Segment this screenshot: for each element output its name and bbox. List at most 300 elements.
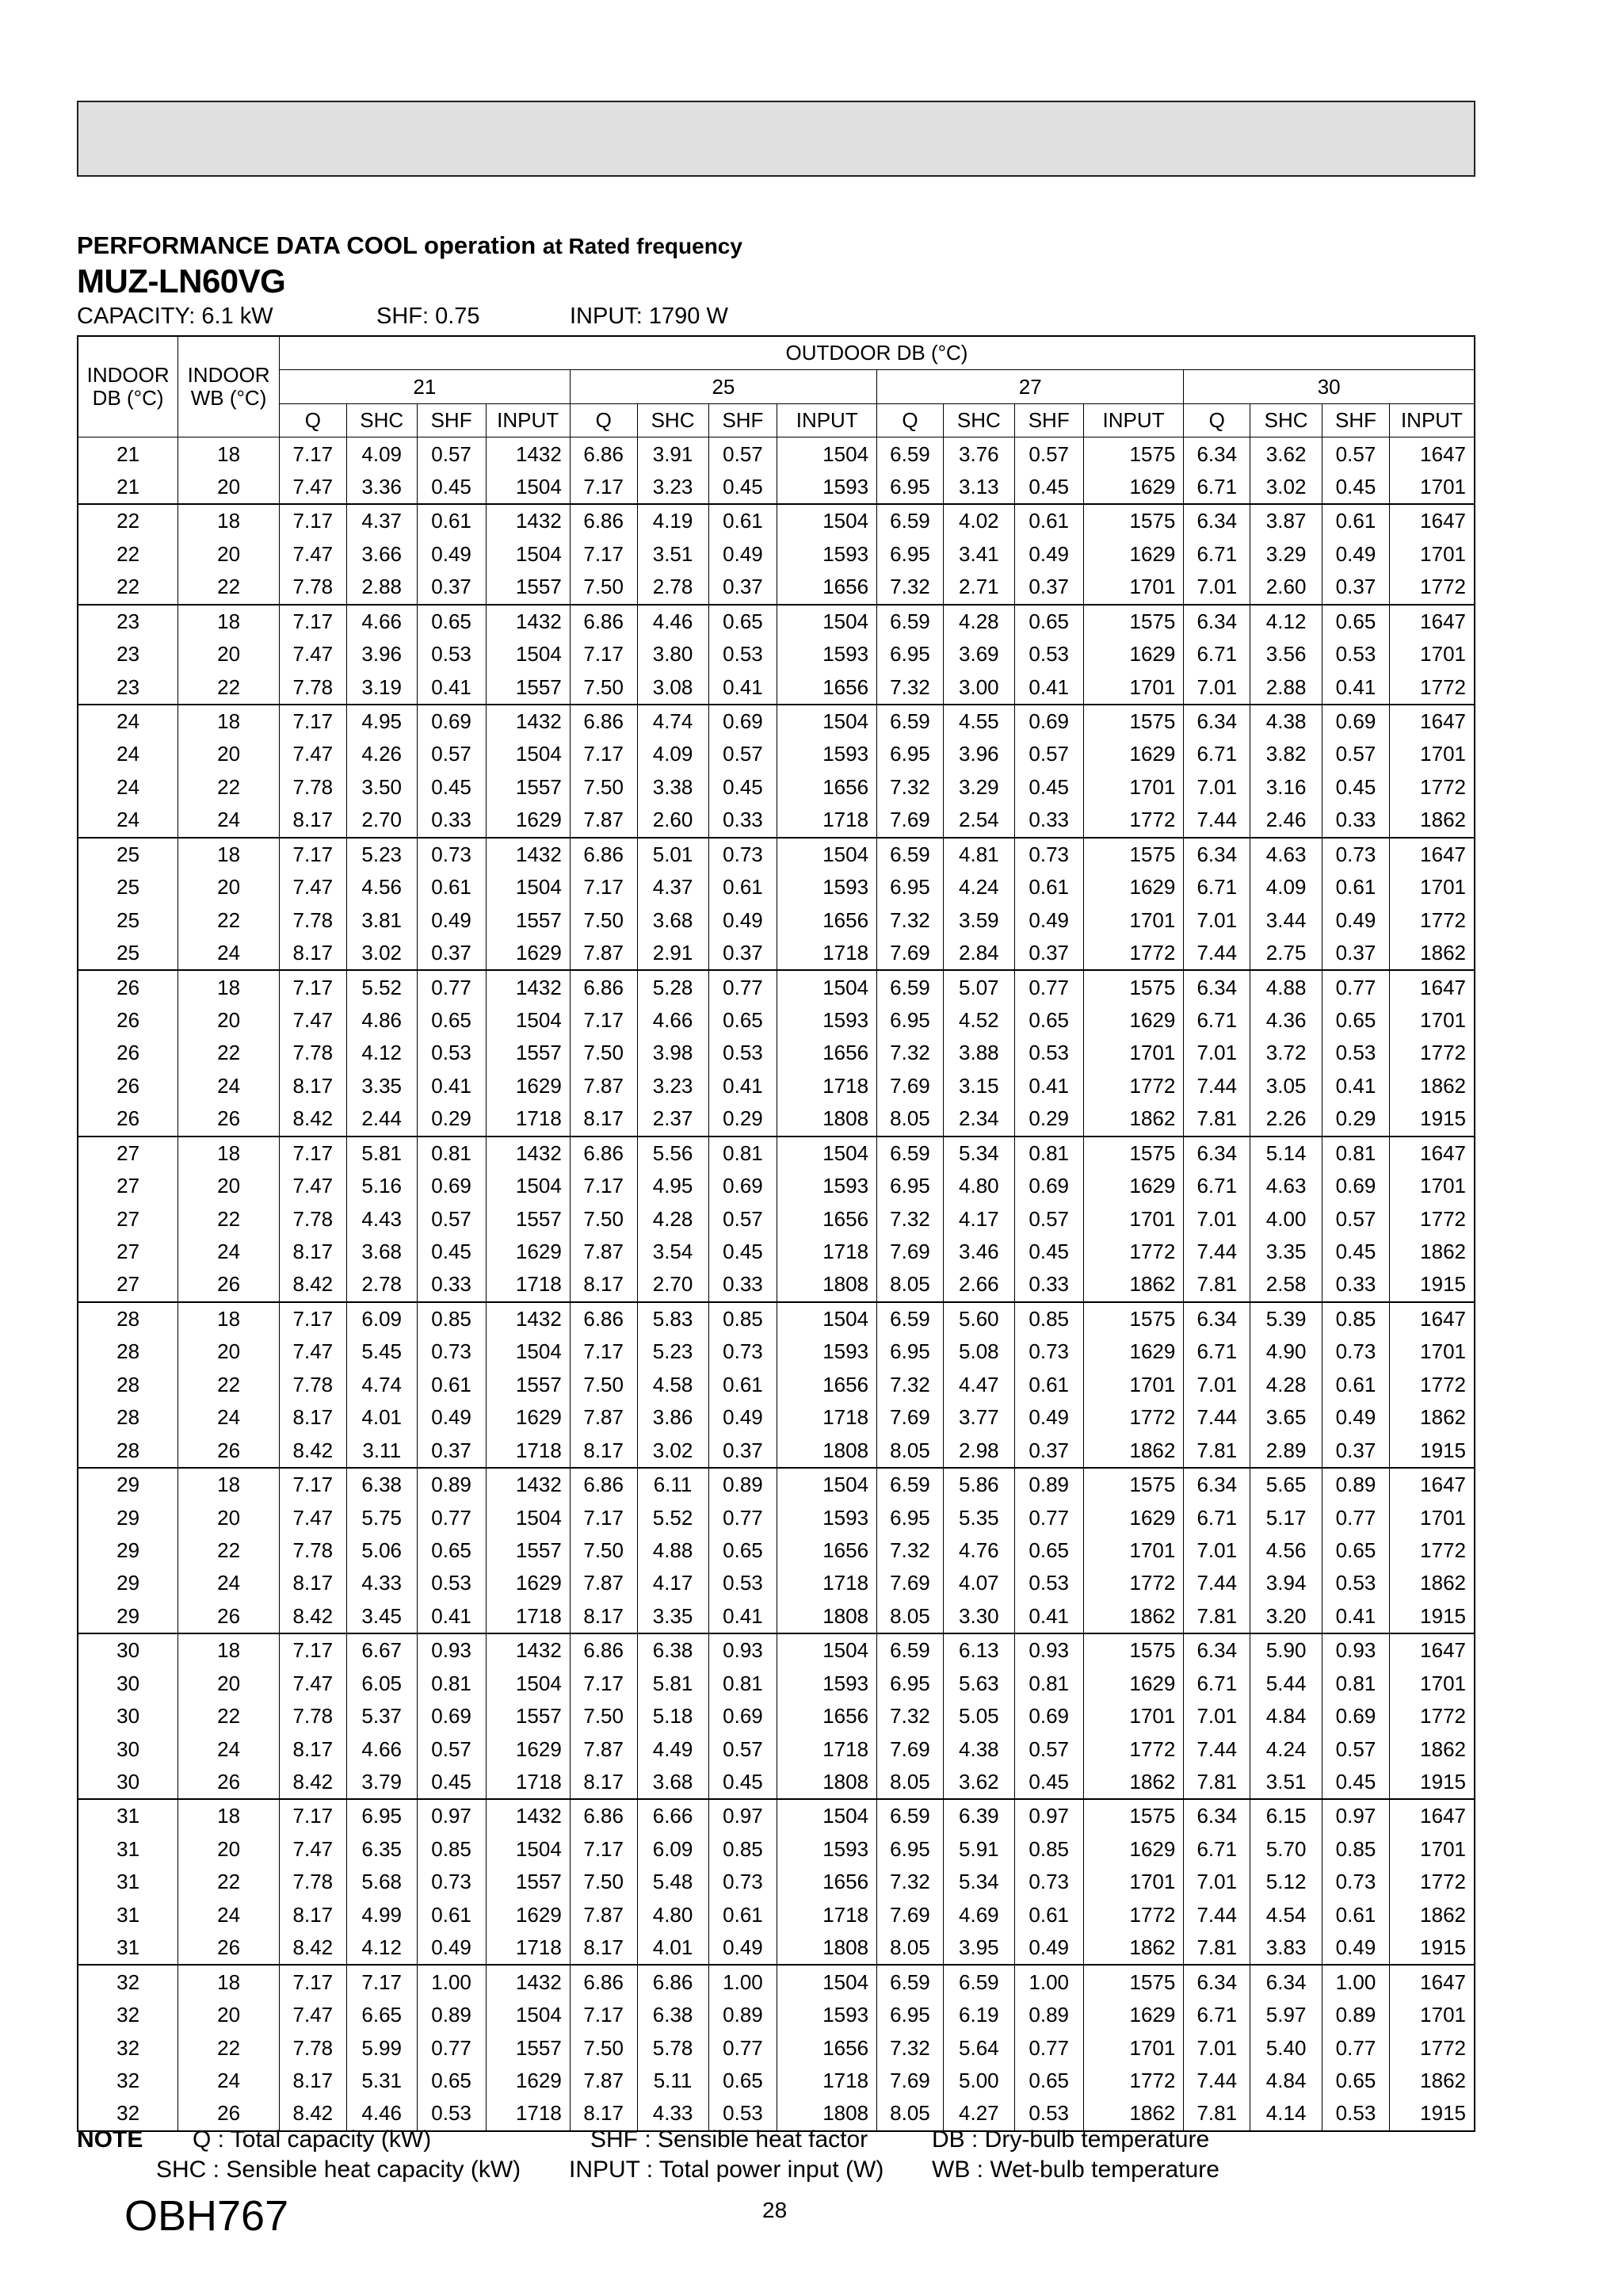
shc-cell: 4.28 xyxy=(637,1202,708,1235)
input-cell: 1656 xyxy=(777,1202,877,1235)
shc-cell: 4.52 xyxy=(943,1004,1014,1037)
input-cell: 1647 xyxy=(1389,1137,1475,1170)
input-cell: 1504 xyxy=(777,1468,877,1501)
q-cell: 7.32 xyxy=(877,571,944,604)
q-cell: 7.69 xyxy=(877,1401,944,1434)
shf-cell: 0.61 xyxy=(708,504,777,537)
shc-cell: 5.86 xyxy=(943,1468,1014,1501)
indoor-wb-cell: 26 xyxy=(178,1434,280,1467)
header-bar xyxy=(77,101,1475,177)
shf-cell: 0.73 xyxy=(1014,838,1083,871)
input-cell: 1629 xyxy=(486,2065,570,2097)
input-cell: 1718 xyxy=(777,1070,877,1102)
header-row-outdoor xyxy=(78,336,1475,370)
q-cell: 7.01 xyxy=(1184,771,1250,804)
shc-cell: 4.76 xyxy=(943,1534,1014,1567)
shf-cell: 0.33 xyxy=(708,1268,777,1301)
shc-cell: 4.95 xyxy=(346,705,417,738)
shf-cell: 0.37 xyxy=(417,571,486,604)
shf-cell: 0.73 xyxy=(1322,1866,1390,1898)
q-cell: 6.59 xyxy=(877,605,944,638)
input-cell: 1862 xyxy=(1389,804,1475,837)
indoor-db-cell: 24 xyxy=(78,705,178,738)
input-cell: 1701 xyxy=(1389,471,1475,504)
input-cell: 1432 xyxy=(486,1468,570,1501)
input-cell: 1432 xyxy=(486,838,570,871)
input-cell: 1656 xyxy=(777,670,877,704)
input-cell: 1557 xyxy=(486,1037,570,1069)
q-cell: 6.34 xyxy=(1184,437,1250,471)
q-cell: 6.71 xyxy=(1184,1004,1250,1037)
q-cell: 8.05 xyxy=(877,1434,944,1467)
q-cell: 7.81 xyxy=(1184,1268,1250,1301)
input-cell: 1575 xyxy=(1083,437,1184,471)
q-cell: 8.05 xyxy=(877,1600,944,1633)
q-cell: 6.86 xyxy=(570,1468,637,1501)
q-cell: 7.81 xyxy=(1184,1766,1250,1799)
input-cell: 1772 xyxy=(1389,1369,1475,1401)
shc-cell: 5.17 xyxy=(1250,1501,1322,1534)
input-cell: 1772 xyxy=(1389,771,1475,804)
shc-cell: 3.11 xyxy=(346,1434,417,1467)
indoor-db-cell: 21 xyxy=(78,437,178,471)
shf-cell: 0.53 xyxy=(708,2097,777,2130)
q-cell: 8.17 xyxy=(279,937,346,970)
shc-cell: 4.95 xyxy=(637,1170,708,1202)
q-cell: 7.17 xyxy=(279,1137,346,1170)
input-cell: 1701 xyxy=(1389,1501,1475,1534)
shf-cell: 0.33 xyxy=(1322,1268,1390,1301)
input-cell: 1629 xyxy=(1083,471,1184,504)
shf-cell: 0.37 xyxy=(708,1434,777,1467)
shf-cell: 0.77 xyxy=(1014,2031,1083,2064)
shf-cell: 0.73 xyxy=(1322,838,1390,871)
shf-cell: 0.65 xyxy=(417,2065,486,2097)
input-cell: 1593 xyxy=(777,1833,877,1866)
q-cell: 7.50 xyxy=(570,670,637,704)
shf-cell: 0.69 xyxy=(1014,1170,1083,1202)
input-cell: 1656 xyxy=(777,1700,877,1733)
shc-cell: 5.68 xyxy=(346,1866,417,1898)
column-header: Q xyxy=(279,403,346,437)
q-cell: 7.32 xyxy=(877,1534,944,1567)
q-cell: 7.69 xyxy=(877,1567,944,1599)
shc-cell: 3.29 xyxy=(1250,538,1322,571)
input-cell: 1629 xyxy=(486,1567,570,1599)
q-cell: 8.17 xyxy=(279,1070,346,1102)
shf-cell: 0.97 xyxy=(1322,1799,1390,1832)
q-cell: 6.59 xyxy=(877,838,944,871)
shc-cell: 4.09 xyxy=(637,738,708,770)
shc-cell: 2.70 xyxy=(346,804,417,837)
q-cell: 7.87 xyxy=(570,1236,637,1268)
shc-cell: 4.63 xyxy=(1250,838,1322,871)
q-cell: 7.78 xyxy=(279,1700,346,1733)
input-cell: 1432 xyxy=(486,504,570,537)
input-cell: 1432 xyxy=(486,437,570,471)
input-cell: 1772 xyxy=(1389,1037,1475,1069)
q-cell: 8.17 xyxy=(570,1102,637,1136)
shc-cell: 3.68 xyxy=(637,1766,708,1799)
shc-cell: 4.43 xyxy=(346,1202,417,1235)
shc-cell: 3.88 xyxy=(943,1037,1014,1069)
input-cell: 1718 xyxy=(486,1931,570,1965)
shc-cell: 3.41 xyxy=(943,538,1014,571)
shc-cell: 5.56 xyxy=(637,1137,708,1170)
indoor-db-cell: 24 xyxy=(78,738,178,770)
shf-cell: 0.61 xyxy=(417,1369,486,1401)
shf-cell: 0.85 xyxy=(1322,1302,1390,1335)
q-cell: 7.01 xyxy=(1184,1866,1250,1898)
q-cell: 6.34 xyxy=(1184,1137,1250,1170)
input-cell: 1915 xyxy=(1389,1268,1475,1301)
shc-cell: 4.63 xyxy=(1250,1170,1322,1202)
shc-cell: 3.50 xyxy=(346,771,417,804)
input-cell: 1718 xyxy=(777,1401,877,1434)
input-cell: 1629 xyxy=(1083,1501,1184,1534)
input-cell: 1629 xyxy=(1083,871,1184,904)
shf-cell: 0.61 xyxy=(417,1899,486,1931)
shf-cell: 0.73 xyxy=(1014,1866,1083,1898)
table-row xyxy=(78,771,1475,804)
shf-cell: 0.73 xyxy=(417,1866,486,1898)
q-cell: 7.32 xyxy=(877,1369,944,1401)
q-cell: 6.71 xyxy=(1184,538,1250,571)
table-row xyxy=(78,1833,1475,1866)
q-cell: 7.44 xyxy=(1184,1236,1250,1268)
input-cell: 1557 xyxy=(486,1700,570,1733)
input-cell: 1915 xyxy=(1389,1102,1475,1136)
input-cell: 1557 xyxy=(486,571,570,604)
input-cell: 1862 xyxy=(1083,1268,1184,1301)
input-cell: 1718 xyxy=(777,1236,877,1268)
shc-cell: 4.02 xyxy=(943,504,1014,537)
notes xyxy=(77,2126,1345,2190)
input-cell: 1504 xyxy=(486,471,570,504)
shc-cell: 4.38 xyxy=(943,1733,1014,1765)
shc-cell: 3.80 xyxy=(637,638,708,670)
shc-cell: 3.44 xyxy=(1250,904,1322,936)
q-cell: 7.78 xyxy=(279,1202,346,1235)
input-cell: 1593 xyxy=(777,738,877,770)
shc-cell: 4.33 xyxy=(346,1567,417,1599)
shc-cell: 6.09 xyxy=(346,1302,417,1335)
note-shf: SHF : Sensible heat factor xyxy=(590,2126,868,2153)
q-cell: 7.87 xyxy=(570,1070,637,1102)
indoor-db-cell: 28 xyxy=(78,1401,178,1434)
input-cell: 1557 xyxy=(486,1534,570,1567)
q-cell: 6.95 xyxy=(877,1501,944,1534)
q-cell: 7.69 xyxy=(877,1236,944,1268)
input-cell: 1701 xyxy=(1083,1534,1184,1567)
table-row xyxy=(78,538,1475,571)
shf-cell: 0.53 xyxy=(1014,1567,1083,1599)
q-cell: 7.69 xyxy=(877,1899,944,1931)
shf-cell: 0.49 xyxy=(417,1931,486,1965)
shc-cell: 5.18 xyxy=(637,1700,708,1733)
shc-cell: 6.09 xyxy=(637,1833,708,1866)
shc-cell: 3.82 xyxy=(1250,738,1322,770)
shf-cell: 0.49 xyxy=(417,538,486,571)
shc-cell: 4.27 xyxy=(943,2097,1014,2130)
shc-cell: 3.45 xyxy=(346,1600,417,1633)
indoor-wb-cell: 22 xyxy=(178,2031,280,2064)
shf-cell: 0.41 xyxy=(1014,670,1083,704)
shc-cell: 5.81 xyxy=(637,1668,708,1700)
q-cell: 8.17 xyxy=(570,1600,637,1633)
shf-cell: 1.00 xyxy=(708,1965,777,1998)
shf-cell: 0.65 xyxy=(1322,605,1390,638)
q-cell: 8.05 xyxy=(877,1102,944,1136)
shc-cell: 3.20 xyxy=(1250,1600,1322,1633)
shc-cell: 6.39 xyxy=(943,1799,1014,1832)
q-cell: 6.71 xyxy=(1184,1501,1250,1534)
shf-cell: 0.57 xyxy=(1014,1733,1083,1765)
shc-cell: 2.60 xyxy=(1250,571,1322,604)
q-cell: 8.42 xyxy=(279,1600,346,1633)
shc-cell: 4.01 xyxy=(637,1931,708,1965)
q-cell: 7.69 xyxy=(877,2065,944,2097)
shf-cell: 0.77 xyxy=(417,1501,486,1534)
q-cell: 7.17 xyxy=(570,471,637,504)
shf-cell: 0.57 xyxy=(1014,1202,1083,1235)
table-row xyxy=(78,1633,1475,1667)
shc-cell: 5.83 xyxy=(637,1302,708,1335)
input-cell: 1718 xyxy=(486,1434,570,1467)
q-cell: 7.17 xyxy=(570,1668,637,1700)
indoor-db-cell: 22 xyxy=(78,571,178,604)
shc-cell: 5.81 xyxy=(346,1137,417,1170)
q-cell: 7.78 xyxy=(279,1037,346,1069)
shf-cell: 0.57 xyxy=(708,1202,777,1235)
page-number: 28 xyxy=(762,2198,788,2222)
input-cell: 1647 xyxy=(1389,1965,1475,1998)
shc-cell: 3.00 xyxy=(943,670,1014,704)
shc-cell: 5.34 xyxy=(943,1866,1014,1898)
table-row xyxy=(78,1766,1475,1799)
shc-cell: 2.78 xyxy=(637,571,708,604)
shf-cell: 0.53 xyxy=(1322,1037,1390,1069)
shf-cell: 0.29 xyxy=(1014,1102,1083,1136)
table-row xyxy=(78,1202,1475,1235)
table-row xyxy=(78,1700,1475,1733)
table-row xyxy=(78,1137,1475,1170)
shc-cell: 3.02 xyxy=(346,937,417,970)
shf-cell: 0.45 xyxy=(1014,1236,1083,1268)
shc-cell: 4.86 xyxy=(346,1004,417,1037)
indoor-db-cell: 26 xyxy=(78,1037,178,1069)
q-cell: 6.86 xyxy=(570,504,637,537)
input-cell: 1862 xyxy=(1389,1070,1475,1102)
table-row xyxy=(78,1799,1475,1832)
q-cell: 7.50 xyxy=(570,1202,637,1235)
indoor-wb-cell: 22 xyxy=(178,1700,280,1733)
shc-cell: 5.23 xyxy=(637,1335,708,1368)
indoor-db-cell: 22 xyxy=(78,504,178,537)
shc-cell: 5.52 xyxy=(637,1501,708,1534)
indoor-db-cell: 26 xyxy=(78,1004,178,1037)
input-cell: 1504 xyxy=(486,638,570,670)
note-q: Q : Total capacity (kW) xyxy=(193,2126,432,2153)
q-cell: 6.71 xyxy=(1184,1833,1250,1866)
shc-cell: 5.63 xyxy=(943,1668,1014,1700)
indoor-db-cell: 31 xyxy=(78,1866,178,1898)
indoor-db-cell: 26 xyxy=(78,1102,178,1136)
input-cell: 1432 xyxy=(486,1302,570,1335)
input-cell: 1701 xyxy=(1083,571,1184,604)
q-cell: 7.17 xyxy=(279,1302,346,1335)
q-cell: 7.47 xyxy=(279,871,346,904)
shc-cell: 6.38 xyxy=(637,1999,708,2031)
input-cell: 1504 xyxy=(777,1965,877,1998)
shc-cell: 2.75 xyxy=(1250,937,1322,970)
indoor-wb-cell: 18 xyxy=(178,504,280,537)
input-cell: 1504 xyxy=(777,1302,877,1335)
shc-cell: 6.65 xyxy=(346,1999,417,2031)
table-row xyxy=(78,504,1475,537)
shf-cell: 0.65 xyxy=(417,1534,486,1567)
q-cell: 6.86 xyxy=(570,1799,637,1832)
input-cell: 1701 xyxy=(1083,670,1184,704)
shc-cell: 3.81 xyxy=(346,904,417,936)
q-cell: 7.78 xyxy=(279,1534,346,1567)
shc-cell: 4.56 xyxy=(346,871,417,904)
indoor-wb-cell: 22 xyxy=(178,1534,280,1567)
shc-cell: 2.60 xyxy=(637,804,708,837)
shc-cell: 5.75 xyxy=(346,1501,417,1534)
shc-cell: 3.02 xyxy=(637,1434,708,1467)
table-row xyxy=(78,1302,1475,1335)
shf-cell: 0.33 xyxy=(1322,804,1390,837)
q-cell: 6.34 xyxy=(1184,705,1250,738)
shc-cell: 3.94 xyxy=(1250,1567,1322,1599)
shc-cell: 3.98 xyxy=(637,1037,708,1069)
input-cell: 1718 xyxy=(777,937,877,970)
shc-cell: 3.69 xyxy=(943,638,1014,670)
input-cell: 1862 xyxy=(1389,1899,1475,1931)
input-cell: 1575 xyxy=(1083,504,1184,537)
column-header: Q xyxy=(570,403,637,437)
table-row xyxy=(78,738,1475,770)
input-cell: 1504 xyxy=(486,1004,570,1037)
q-cell: 7.44 xyxy=(1184,937,1250,970)
shf-cell: 0.81 xyxy=(417,1668,486,1700)
column-header: SHF xyxy=(1322,403,1390,437)
q-cell: 7.17 xyxy=(279,1633,346,1667)
shf-cell: 0.49 xyxy=(1014,1931,1083,1965)
input-cell: 1701 xyxy=(1083,771,1184,804)
shf-cell: 0.81 xyxy=(417,1137,486,1170)
shf-cell: 0.81 xyxy=(708,1137,777,1170)
shf-cell: 0.53 xyxy=(1322,638,1390,670)
shc-cell: 5.44 xyxy=(1250,1668,1322,1700)
indoor-db-cell: 27 xyxy=(78,1202,178,1235)
column-header: INPUT xyxy=(1083,403,1184,437)
input-cell: 1718 xyxy=(486,1102,570,1136)
input-cell: 1772 xyxy=(1083,1401,1184,1434)
indoor-wb-cell: 22 xyxy=(178,571,280,604)
indoor-db-cell: 28 xyxy=(78,1369,178,1401)
shc-cell: 4.74 xyxy=(346,1369,417,1401)
q-cell: 7.17 xyxy=(570,1501,637,1534)
shf-cell: 0.85 xyxy=(1014,1833,1083,1866)
indoor-wb-cell: 20 xyxy=(178,1004,280,1037)
q-cell: 6.34 xyxy=(1184,504,1250,537)
input-cell: 1656 xyxy=(777,571,877,604)
input-cell: 1593 xyxy=(777,1668,877,1700)
shc-cell: 4.46 xyxy=(637,605,708,638)
shf-cell: 0.65 xyxy=(708,605,777,638)
indoor-db-cell: 29 xyxy=(78,1600,178,1633)
indoor-wb-cell: 24 xyxy=(178,1899,280,1931)
shc-cell: 4.19 xyxy=(637,504,708,537)
shc-cell: 3.35 xyxy=(346,1070,417,1102)
q-cell: 7.17 xyxy=(279,437,346,471)
input-cell: 1647 xyxy=(1389,1633,1475,1667)
table-row xyxy=(78,670,1475,704)
input-cell: 1575 xyxy=(1083,1633,1184,1667)
shf-cell: 0.65 xyxy=(1014,1004,1083,1037)
shf-cell: 0.41 xyxy=(708,670,777,704)
shc-cell: 3.83 xyxy=(1250,1931,1322,1965)
input-cell: 1647 xyxy=(1389,838,1475,871)
model-name: MUZ-LN60VG xyxy=(77,262,286,300)
q-cell: 7.47 xyxy=(279,738,346,770)
shc-cell: 3.23 xyxy=(637,1070,708,1102)
shc-cell: 6.67 xyxy=(346,1633,417,1667)
shf-cell: 0.37 xyxy=(1014,1434,1083,1467)
shc-cell: 4.84 xyxy=(1250,2065,1322,2097)
shf-cell: 0.41 xyxy=(1322,670,1390,704)
indoor-db-cell: 31 xyxy=(78,1833,178,1866)
indoor-db-cell: 29 xyxy=(78,1501,178,1534)
shc-cell: 5.06 xyxy=(346,1534,417,1567)
column-header: INPUT xyxy=(486,403,570,437)
input-cell: 1701 xyxy=(1389,871,1475,904)
q-cell: 7.69 xyxy=(877,937,944,970)
input-cell: 1647 xyxy=(1389,705,1475,738)
shc-cell: 2.54 xyxy=(943,804,1014,837)
q-cell: 6.95 xyxy=(877,738,944,770)
shf-cell: 0.61 xyxy=(708,871,777,904)
q-cell: 6.95 xyxy=(877,1999,944,2031)
q-cell: 7.01 xyxy=(1184,1700,1250,1733)
q-cell: 6.34 xyxy=(1184,1468,1250,1501)
table-row xyxy=(78,1668,1475,1700)
shf-cell: 0.45 xyxy=(1322,1766,1390,1799)
shf-cell: 0.57 xyxy=(1322,738,1390,770)
q-cell: 7.44 xyxy=(1184,1899,1250,1931)
q-cell: 7.01 xyxy=(1184,2031,1250,2064)
shf-cell: 0.89 xyxy=(1014,1468,1083,1501)
input-cell: 1701 xyxy=(1389,638,1475,670)
indoor-db-cell: 27 xyxy=(78,1236,178,1268)
q-cell: 8.42 xyxy=(279,1268,346,1301)
shc-cell: 2.34 xyxy=(943,1102,1014,1136)
q-cell: 7.87 xyxy=(570,1899,637,1931)
shf-cell: 0.53 xyxy=(1014,1037,1083,1069)
input-cell: 1504 xyxy=(486,871,570,904)
q-cell: 7.32 xyxy=(877,1700,944,1733)
shc-cell: 3.76 xyxy=(943,437,1014,471)
input-cell: 1718 xyxy=(486,1600,570,1633)
indoor-db-cell: 28 xyxy=(78,1335,178,1368)
q-cell: 6.71 xyxy=(1184,871,1250,904)
shf-cell: 0.45 xyxy=(708,771,777,804)
shf-cell: 0.49 xyxy=(1014,538,1083,571)
table-row xyxy=(78,705,1475,738)
shc-cell: 7.17 xyxy=(346,1965,417,1998)
